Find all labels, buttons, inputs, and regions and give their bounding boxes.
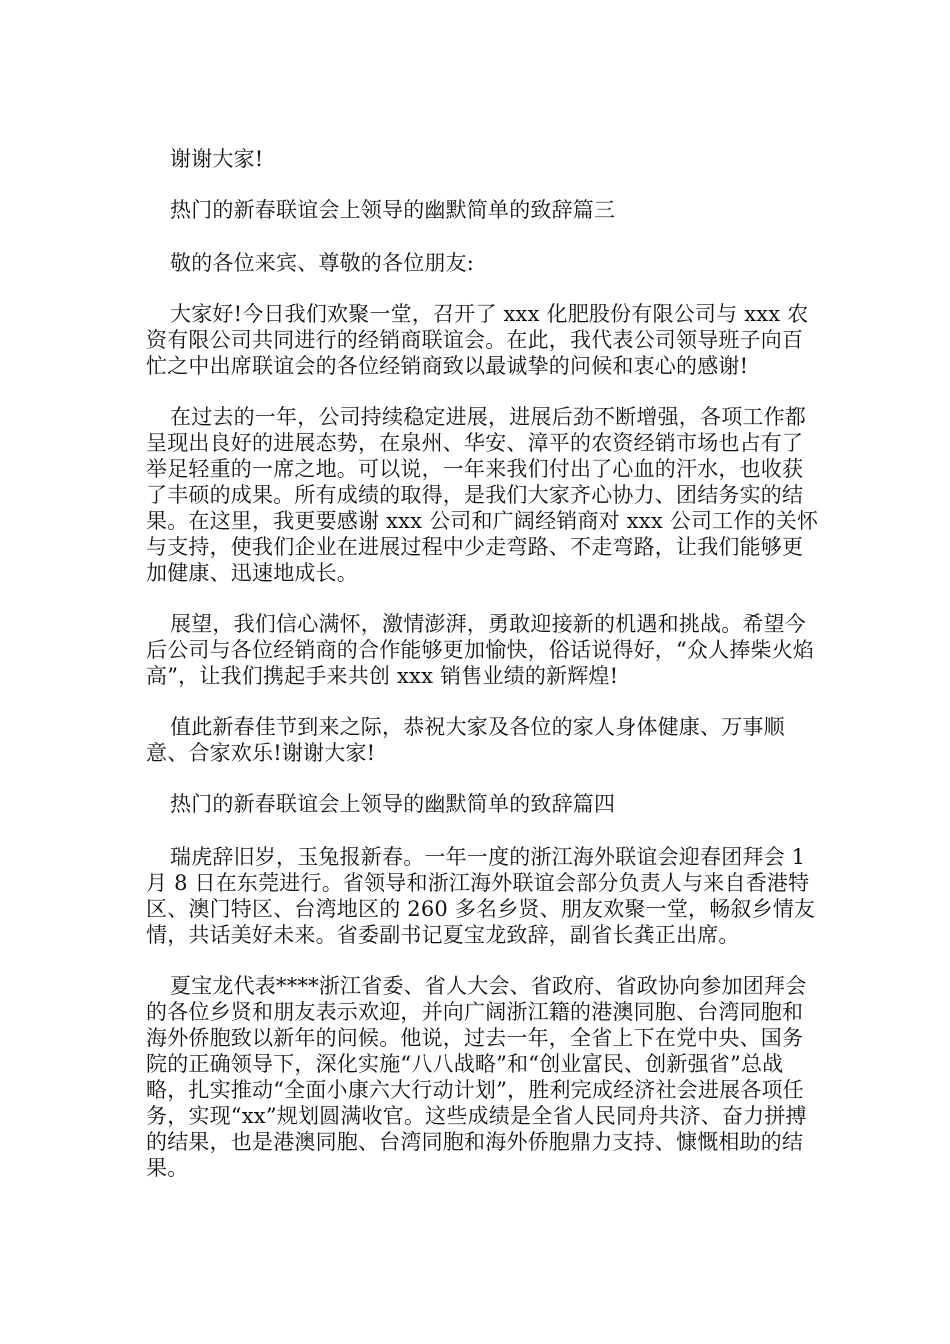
body-paragraph: 夏宝龙代表****浙江省委、省人大会、省政府、省政协向参加团拜会的各位乡贤和朋友表示欢迎，并向广阔浙江籍的港澳同胞、台湾同胞和海外侨胞致以新年的问候。他说，过去一年，全省上下在党中央、国务院的正确领导下，深化实施“八八战略”和“创业富民、创新强省”总战略，扎实推动“全面小康六大行动计划”，胜利完成经济社会进展各项任务，实现“xx”规划圆满收官。这些成绩是全省人民同舟共济、奋力拼搏的结果，也是港澳同胞、台湾同胞和海外侨胞鼎力支持、慷慨相助的结果。 <box>146 974 807 1180</box>
body-paragraph: 大家好!今日我们欢聚一堂，召开了 xxx 化肥股份有限公司与 xxx 农资有限公司共同进行的经销商联谊会。在此，我代表公司领导班子向百忙之中出席联谊会的各位经销商致以最诚挚的问候和衷心的感谢! <box>146 302 809 378</box>
body-paragraph: 值此新春佳节到来之际，恭祝大家及各位的家人身体健康、万事顺意、合家欢乐!谢谢大家! <box>146 715 785 765</box>
body-paragraph: 瑞虎辞旧岁，玉兔报新春。一年一度的浙江海外联谊会迎春团拜会 1 月 8 日在东莞进行。省领导和浙江海外联谊会部分负责人与来自香港特区、澳门特区、台湾地区的 260 多名乡贤、朋友欢聚一堂，畅叙乡情友情，共话美好未来。省委副书记夏宝龙致辞，副省长龚正出席。 <box>146 845 816 947</box>
section-heading-3: 热门的新春联谊会上领导的幽默简单的致辞篇三 <box>170 198 616 222</box>
document-body <box>146 146 822 1206</box>
salutation: 敬的各位来宾、尊敬的各位朋友: <box>170 251 475 275</box>
closing-thanks: 谢谢大家! <box>170 147 264 171</box>
body-paragraph: 展望，我们信心满怀，激情澎湃，勇敢迎接新的机遇和挑战。希望今后公司与各位经销商的合作能够更加愉快，俗话说得好，“众人捧柴火焰高”，让我们携起手来共创 xxx 销售业绩的新辉煌! <box>146 612 815 688</box>
body-paragraph: 在过去的一年，公司持续稳定进展，进展后劲不断增强，各项工作都呈现出良好的进展态势，在泉州、华安、漳平的农资经销市场也占有了举足轻重的一席之地。可以说，一年来我们付出了心血的汗水，也收获了丰硕的成果。所有成绩的取得，是我们大家齐心协力、团结务实的结果。在这里，我更要感谢 xxx 公司和广阔经销商对 xxx 公司工作的关怀与支持，使我们企业在进展过程中少走弯路、不走弯路，让我们能够更加健康、迅速地成长。 <box>146 405 819 585</box>
section-heading-4: 热门的新春联谊会上领导的幽默简单的致辞篇四 <box>170 792 616 816</box>
